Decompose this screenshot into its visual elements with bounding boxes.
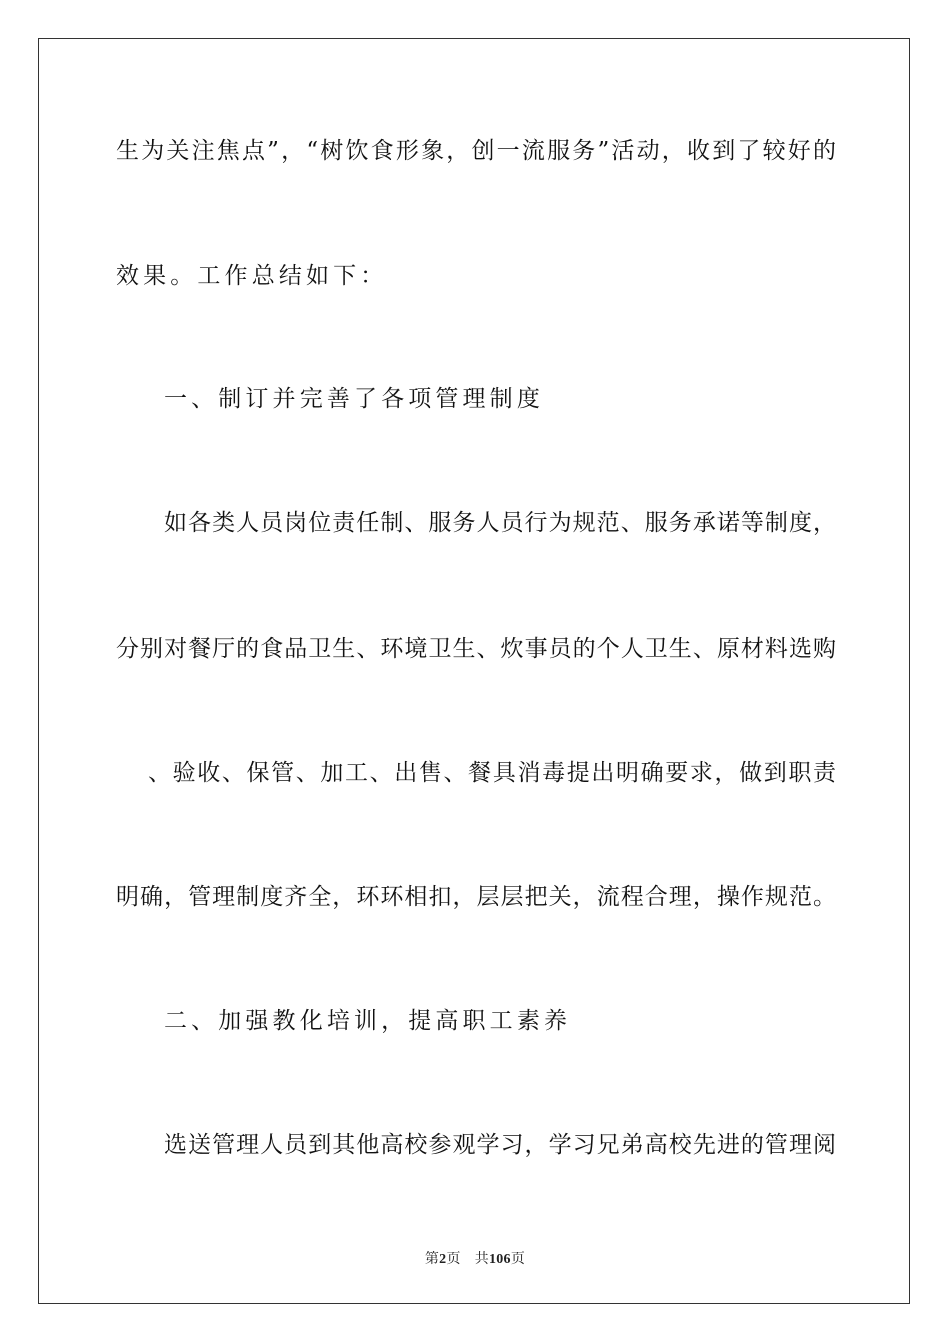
- text-line-2: 效果。工作总结如下：: [116, 263, 388, 289]
- text-line-7: 明确，管理制度齐全，环环相扣，层层把关，流程合理，操作规范。: [116, 884, 836, 910]
- footer-page-number: 2: [439, 1252, 447, 1267]
- section-heading-1: 一、制订并完善了各项管理制度: [164, 386, 544, 412]
- footer-total-prefix: 共: [474, 1251, 489, 1267]
- page-frame: [38, 38, 910, 1304]
- text-line-4: 如各类人员岗位责任制、服务人员行为规范、服务承诺等制度，: [164, 510, 836, 536]
- section-heading-2: 二、加强教化培训，提高职工素养: [164, 1008, 572, 1034]
- text-line-6: 、验收、保管、加工、出售、餐具消毒提出明确要求，做到职责: [148, 760, 836, 786]
- footer-total-number: 106: [489, 1252, 511, 1267]
- footer-total-suffix: 页: [510, 1251, 526, 1267]
- text-line-9: 选送管理人员到其他高校参观学习，学习兄弟高校先进的管理阅: [164, 1132, 836, 1158]
- footer-page-prefix: 第: [424, 1251, 440, 1267]
- text-line-1: 生为关注焦点”，“树饮食形象，创一流服务”活动，收到了较好的: [116, 138, 836, 164]
- text-line-5: 分别对餐厅的食品卫生、环境卫生、炊事员的个人卫生、原材料选购: [116, 636, 836, 662]
- footer-page-suffix: 页: [446, 1251, 461, 1267]
- page-footer: [0, 1248, 950, 1268]
